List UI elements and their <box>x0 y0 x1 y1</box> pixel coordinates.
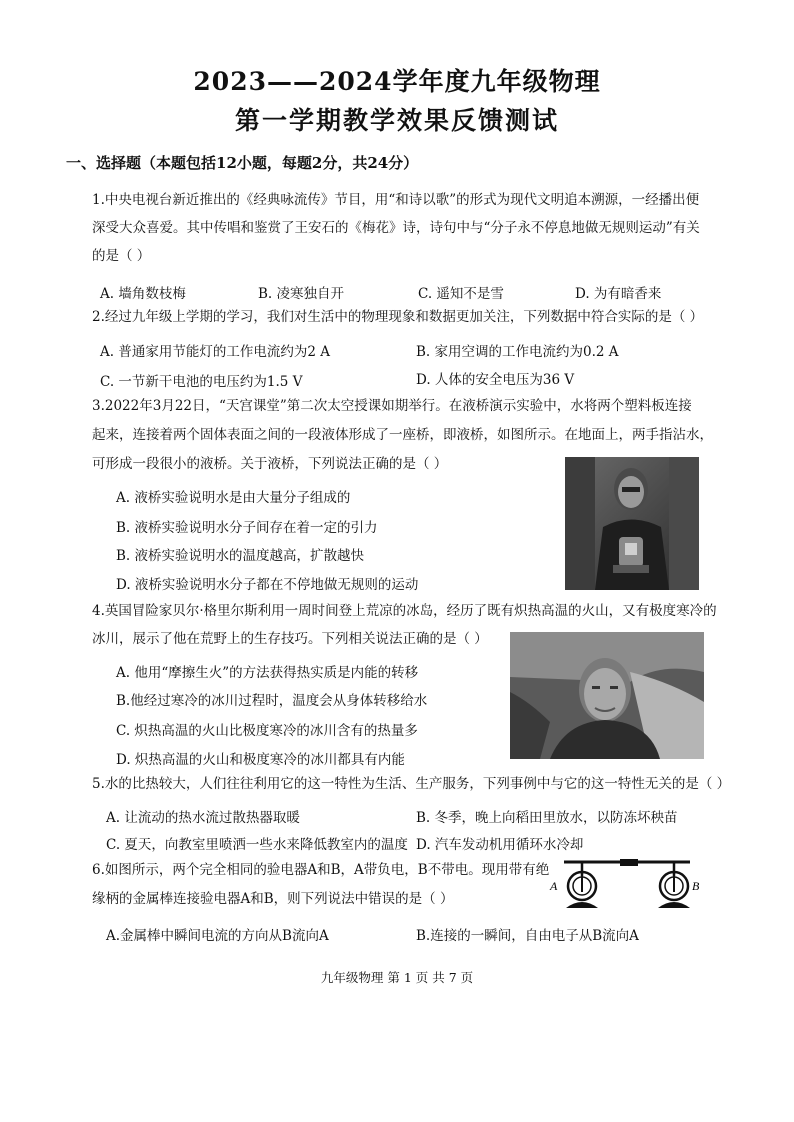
question-4-option-c: C. 炽热高温的火山比极度寒冷的冰川含有的热量多 <box>116 723 418 739</box>
question-3-line2: 起来，连接着两个固体表面之间的一段液体形成了一座桥，即液桥，如图所示。在地面上，两手指沾水， <box>92 427 713 443</box>
question-3-option-a: A. 液桥实验说明水是由大量分子组成的 <box>116 490 351 506</box>
question-4-line1: 4.英国冒险家贝尔·格里尔斯利用一周时间登上荒凉的冰岛，经历了既有炽热高温的火山，又有极度寒冷的 <box>92 603 717 619</box>
electroscope-label-a: A <box>550 879 558 893</box>
question-2-option-b: B. 家用空调的工作电流约为0.2 A <box>416 344 619 360</box>
question-4-line2: 冰川，展示了他在荒野上的生存技巧。下列相关说法正确的是（ ） <box>92 631 488 647</box>
question-4-option-d: D. 炽热高温的火山和极度寒冷的冰川都具有内能 <box>116 752 405 768</box>
adventurer-photo <box>510 632 704 759</box>
question-6-line2: 缘柄的金属棒连接验电器A和B，则下列说法中错误的是（ ） <box>92 891 454 907</box>
question-1-option-b: B. 凌寒独自开 <box>258 286 345 302</box>
question-6-line1: 6.如图所示，两个完全相同的验电器A和B，A带负电，B不带电。现用带有绝 <box>92 862 550 878</box>
question-1-line2: 深受大众喜爱。其中传唱和鉴赏了王安石的《梅花》诗，诗句中与“分子永不停息地做无规则运动”有关 <box>92 220 700 236</box>
question-5-option-b: B. 冬季，晚上向稻田里放水，以防冻坏秧苗 <box>416 810 678 826</box>
question-2-option-c: C. 一节新干电池的电压约为1.5 V <box>100 374 303 390</box>
page-footer: 九年级物理 第 1 页 共 7 页 <box>320 970 474 985</box>
question-6-option-a: A.金属棒中瞬间电流的方向从B流向A <box>106 928 329 944</box>
question-5-option-a: A. 让流动的热水流过散热器取暖 <box>106 810 300 826</box>
question-3-line3: 可形成一段很小的液桥。关于液桥，下列说法正确的是（ ） <box>92 456 448 472</box>
question-3-option-c: B. 液桥实验说明水的温度越高，扩散越快 <box>116 548 365 564</box>
question-1-line3: 的是（ ） <box>92 248 151 264</box>
question-2-line1: 2.经过九年级上学期的学习，我们对生活中的物理现象和数据更加关注，下列数据中符合实际的是（ ） <box>92 309 704 325</box>
question-2-option-d: D. 人体的安全电压为36 V <box>416 372 575 388</box>
question-3-line1: 3.2022年3月22日，“天宫课堂”第二次太空授课如期举行。在液桥演示实验中，水将两个塑料板连接 <box>92 398 692 414</box>
question-1-option-a: A. 墙角数枝梅 <box>100 286 186 302</box>
question-1-option-d: D. 为有暗香来 <box>575 286 662 302</box>
exam-title-line1: 2023——2024学年度九年级物理 <box>193 67 601 96</box>
question-3-option-b: B. 液桥实验说明水分子间存在着一定的引力 <box>116 520 378 536</box>
electroscope-diagram <box>548 856 704 914</box>
section-heading: 一、选择题（本题包括12小题，每题2分，共24分） <box>66 154 419 172</box>
liquid-bridge-photo <box>565 457 699 590</box>
question-2-option-a: A. 普通家用节能灯的工作电流约为2 A <box>100 344 330 360</box>
question-5-option-d: D. 汽车发动机用循环水冷却 <box>416 837 584 853</box>
exam-title-line2: 第一学期教学效果反馈测试 <box>234 106 559 135</box>
question-1-line1: 1.中央电视台新近推出的《经典咏流传》节目，用“和诗以歌”的形式为现代文明追本溯源，一经播出便 <box>92 192 700 208</box>
question-5-option-c: C. 夏天，向教室里喷洒一些水来降低教室内的温度 <box>106 837 408 853</box>
question-5-line1: 5.水的比热较大，人们往往利用它的这一特性为生活、生产服务，下列事例中与它的这一特性无关的是（ ） <box>92 776 731 792</box>
question-4-option-a: A. 他用“摩擦生火”的方法获得热实质是内能的转移 <box>116 665 419 681</box>
question-6-option-b: B.连接的一瞬间，自由电子从B流向A <box>416 928 639 944</box>
question-3-option-d: D. 液桥实验说明水分子都在不停地做无规则的运动 <box>116 577 419 593</box>
question-4-option-b: B.他经过寒冷的冰川过程时，温度会从身体转移给水 <box>116 693 428 709</box>
question-1-option-c: C. 遥知不是雪 <box>418 286 504 302</box>
electroscope-label-b: B <box>692 879 700 893</box>
